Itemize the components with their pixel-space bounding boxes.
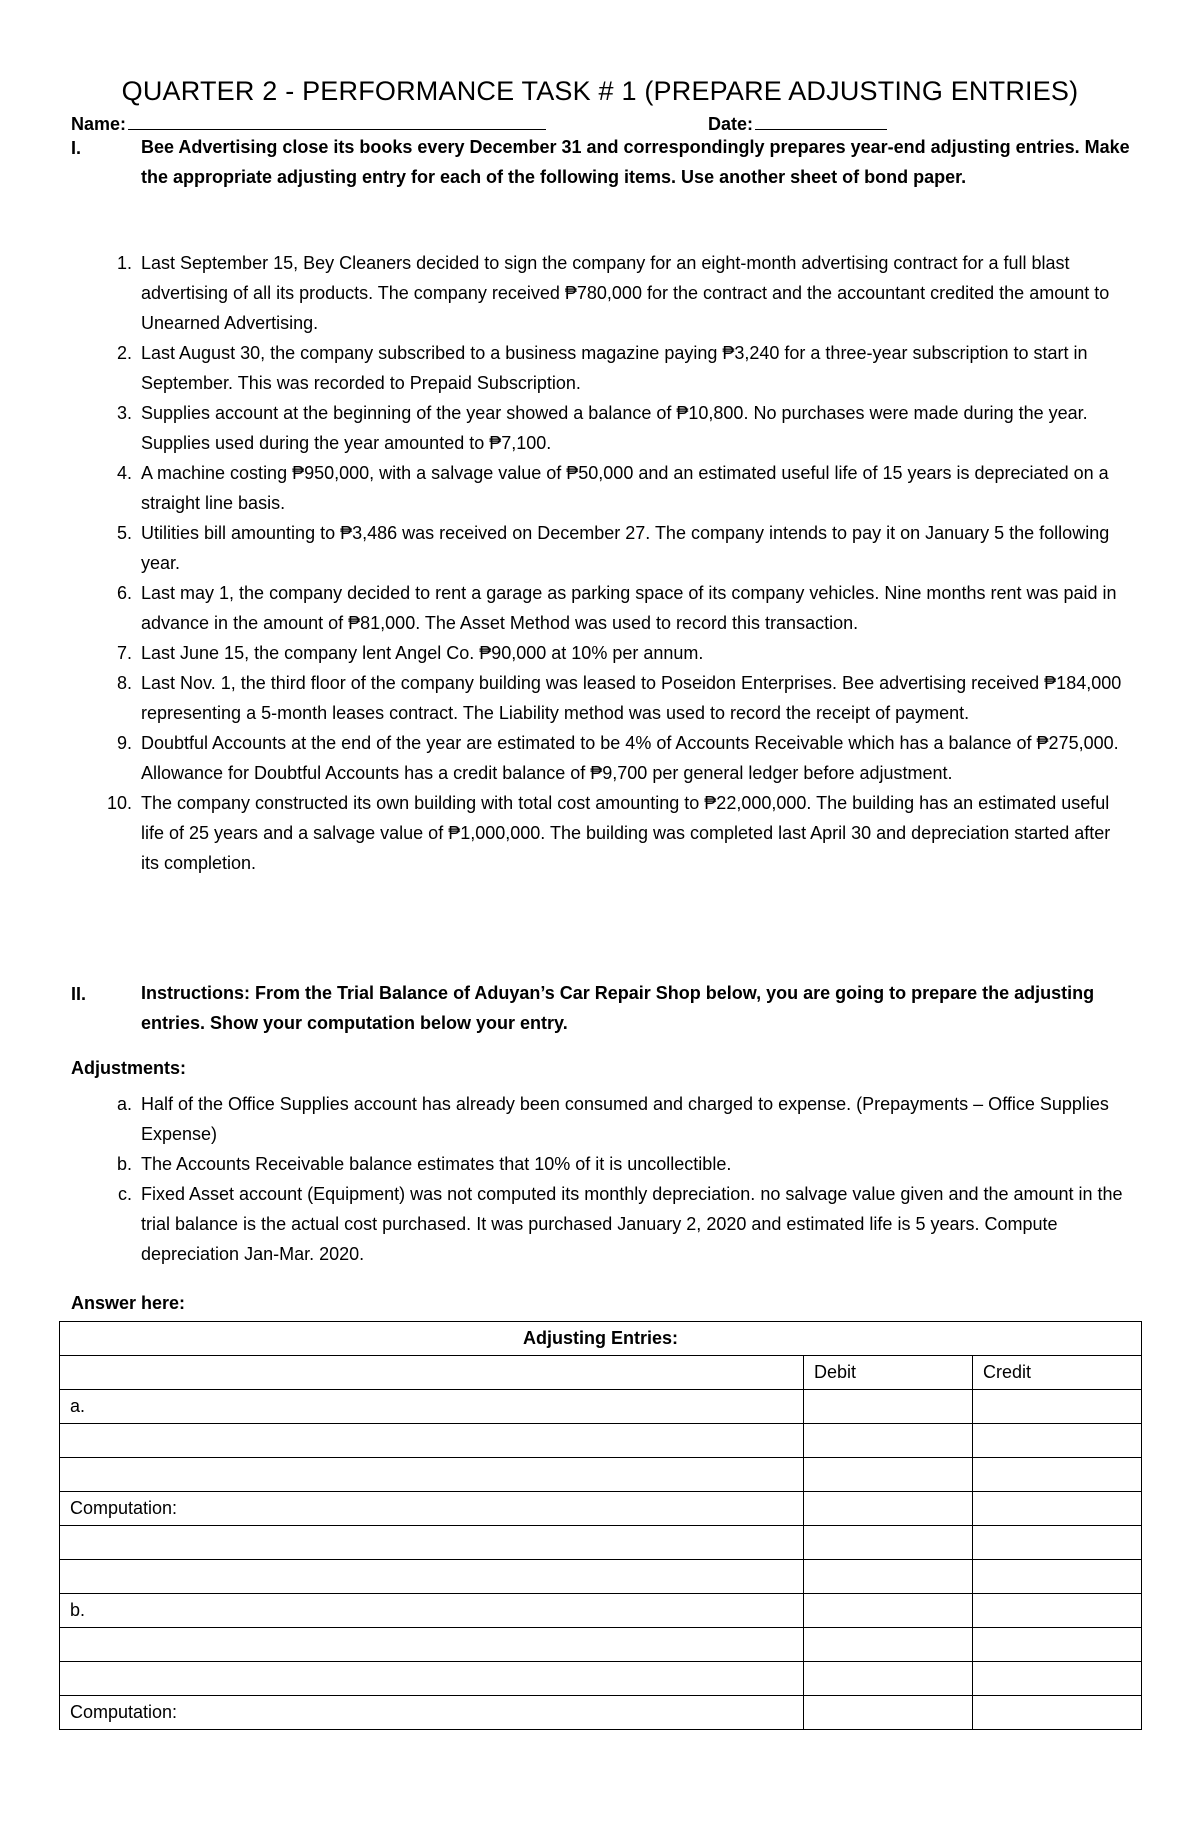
credit-cell[interactable] [973, 1458, 1142, 1492]
table-row [60, 1594, 1142, 1628]
part1-instructions: Bee Advertising close its books every December 31 and correspondingly prepares year-end adjusting entries. Make the appropriate adjusting entry for each of the following items. Use another sheet of bond paper. [141, 137, 1130, 187]
item-number: 3. [116, 403, 132, 423]
credit-cell[interactable] [973, 1526, 1142, 1560]
part1-item-list [0, 248, 1200, 878]
item-text: Utilities bill amounting to ₱3,486 was received on December 27. The company intends to pay it on January 5 the following year. [141, 523, 1110, 573]
list-item [0, 578, 1131, 638]
debit-cell[interactable] [804, 1492, 973, 1526]
date-blank-line[interactable] [755, 115, 887, 130]
item-text: Last June 15, the company lent Angel Co. ₱90,000 at 10% per annum. [141, 643, 704, 663]
answer-heading: Answer here: [71, 1293, 186, 1313]
debit-cell[interactable] [804, 1424, 973, 1458]
credit-cell[interactable] [973, 1594, 1142, 1628]
table-row [60, 1560, 1142, 1594]
table-cell[interactable]: Computation: [60, 1696, 804, 1730]
table-row [60, 1424, 1142, 1458]
item-number: 6. [116, 583, 132, 603]
table-row [60, 1662, 1142, 1696]
item-text: Last August 30, the company subscribed to a business magazine paying ₱3,240 for a three-year subscription to start in September. This was recorded to Prepaid Subscription. [141, 343, 1088, 393]
list-item [0, 1089, 1131, 1149]
item-text: Last Nov. 1, the third floor of the company building was leased to Poseidon Enterprises. Bee advertising received ₱184,000 representing a 5-month leases contract. The Liability method was used to record the receipt of payment. [141, 673, 1122, 723]
item-number: 8. [116, 673, 132, 693]
list-item [0, 788, 1131, 878]
item-text: Last September 15, Bey Cleaners decided to sign the company for an eight-month advertising contract for a full blast advertising of all its products. The company received ₱780,000 for the contract and the accountant credited the amount to Unearned Advertising. [141, 253, 1110, 333]
page-title: QUARTER 2 - PERFORMANCE TASK # 1 (PREPARE ADJUSTING ENTRIES) [121, 76, 1079, 106]
item-text: The Accounts Receivable balance estimates that 10% of it is uncollectible. [141, 1154, 732, 1174]
list-item [0, 728, 1131, 788]
list-item [0, 518, 1131, 578]
item-number: 9. [116, 733, 132, 753]
item-text: Supplies account at the beginning of the year showed a balance of ₱10,800. No purchases were made during the year. Supplies used during the year amounted to ₱7,100. [141, 403, 1088, 453]
list-item [0, 338, 1131, 398]
list-item [0, 248, 1131, 338]
table-row [60, 1492, 1142, 1526]
table-row [60, 1526, 1142, 1560]
adjustments-list [0, 1089, 1200, 1269]
list-item [0, 638, 1131, 668]
table-cell[interactable]: Computation: [60, 1492, 804, 1526]
item-letter: a. [116, 1094, 132, 1114]
table-cell[interactable] [60, 1560, 804, 1594]
item-number: 2. [116, 343, 132, 363]
item-letter: c. [117, 1184, 132, 1204]
table-cell[interactable] [60, 1458, 804, 1492]
table-cell[interactable] [60, 1424, 804, 1458]
list-item [0, 1149, 1131, 1179]
item-text: Last may 1, the company decided to rent a garage as parking space of its company vehicles. Nine months rent was paid in advance in the amount of ₱81,000. The Asset Method was used to record this transaction. [141, 583, 1117, 633]
table-title-row [60, 1322, 1142, 1356]
debit-cell[interactable] [804, 1662, 973, 1696]
date-label: Date: [708, 114, 754, 134]
name-blank-line[interactable] [128, 115, 546, 130]
list-item [0, 398, 1131, 458]
table-title: Adjusting Entries: [60, 1322, 1142, 1356]
table-cell[interactable] [60, 1628, 804, 1662]
credit-cell[interactable] [973, 1628, 1142, 1662]
item-text: Fixed Asset account (Equipment) was not computed its monthly depreciation. no salvage value given and the amount in the trial balance is the actual cost purchased. It was purchased January 2, 2020 and estimated life is 5 years. Compute depreciation Jan-Mar. 2020. [141, 1184, 1123, 1264]
credit-cell[interactable] [973, 1492, 1142, 1526]
debit-cell[interactable] [804, 1458, 973, 1492]
debit-cell[interactable] [804, 1696, 973, 1730]
item-number: 10. [106, 793, 132, 813]
item-number: 7. [116, 643, 132, 663]
item-text: Half of the Office Supplies account has already been consumed and charged to expense. (Prepayments – Office Supplies Expense) [141, 1094, 1109, 1144]
credit-cell[interactable] [973, 1696, 1142, 1730]
credit-cell[interactable] [973, 1424, 1142, 1458]
item-number: 1. [116, 253, 132, 273]
part2-instructions: Instructions: From the Trial Balance of Aduyan’s Car Repair Shop below, you are going to prepare the adjusting entries. Show your computation below your entry. [141, 983, 1095, 1033]
credit-cell[interactable] [973, 1662, 1142, 1696]
credit-cell[interactable] [973, 1390, 1142, 1424]
debit-cell[interactable] [804, 1560, 973, 1594]
item-number: 5. [116, 523, 132, 543]
table-cell[interactable] [60, 1526, 804, 1560]
item-letter: b. [116, 1154, 132, 1174]
list-item [0, 458, 1131, 518]
list-item [0, 668, 1131, 728]
table-row [60, 1696, 1142, 1730]
debit-header: Debit [804, 1356, 973, 1390]
table-row [60, 1390, 1142, 1424]
adjusting-entries-table [59, 1321, 1142, 1730]
item-text: The company constructed its own building with total cost amounting to ₱22,000,000. The building has an estimated useful life of 25 years and a salvage value of ₱1,000,000. The building was completed last April 30 and depreciation started after its completion. [141, 793, 1111, 873]
adjustments-heading: Adjustments: [71, 1058, 187, 1078]
table-cell[interactable]: b. [60, 1594, 804, 1628]
part1-number: I. [71, 138, 82, 158]
debit-cell[interactable] [804, 1526, 973, 1560]
table-cell[interactable] [60, 1356, 804, 1390]
table-cell[interactable]: a. [60, 1390, 804, 1424]
list-item [0, 1179, 1131, 1269]
debit-cell[interactable] [804, 1594, 973, 1628]
table-header-row [60, 1356, 1142, 1390]
item-text: Doubtful Accounts at the end of the year are estimated to be 4% of Accounts Receivable which has a balance of ₱275,000. Allowance for Doubtful Accounts has a credit balance of ₱9,700 per general ledger before adjustment. [141, 733, 1119, 783]
credit-header: Credit [973, 1356, 1142, 1390]
table-cell[interactable] [60, 1662, 804, 1696]
item-number: 4. [116, 463, 132, 483]
debit-cell[interactable] [804, 1390, 973, 1424]
table-row [60, 1628, 1142, 1662]
debit-cell[interactable] [804, 1628, 973, 1662]
name-label: Name: [71, 114, 127, 134]
part2-number: II. [71, 984, 87, 1004]
table-row [60, 1458, 1142, 1492]
credit-cell[interactable] [973, 1560, 1142, 1594]
item-text: A machine costing ₱950,000, with a salvage value of ₱50,000 and an estimated useful life of 15 years is depreciated on a straight line basis. [141, 463, 1109, 513]
